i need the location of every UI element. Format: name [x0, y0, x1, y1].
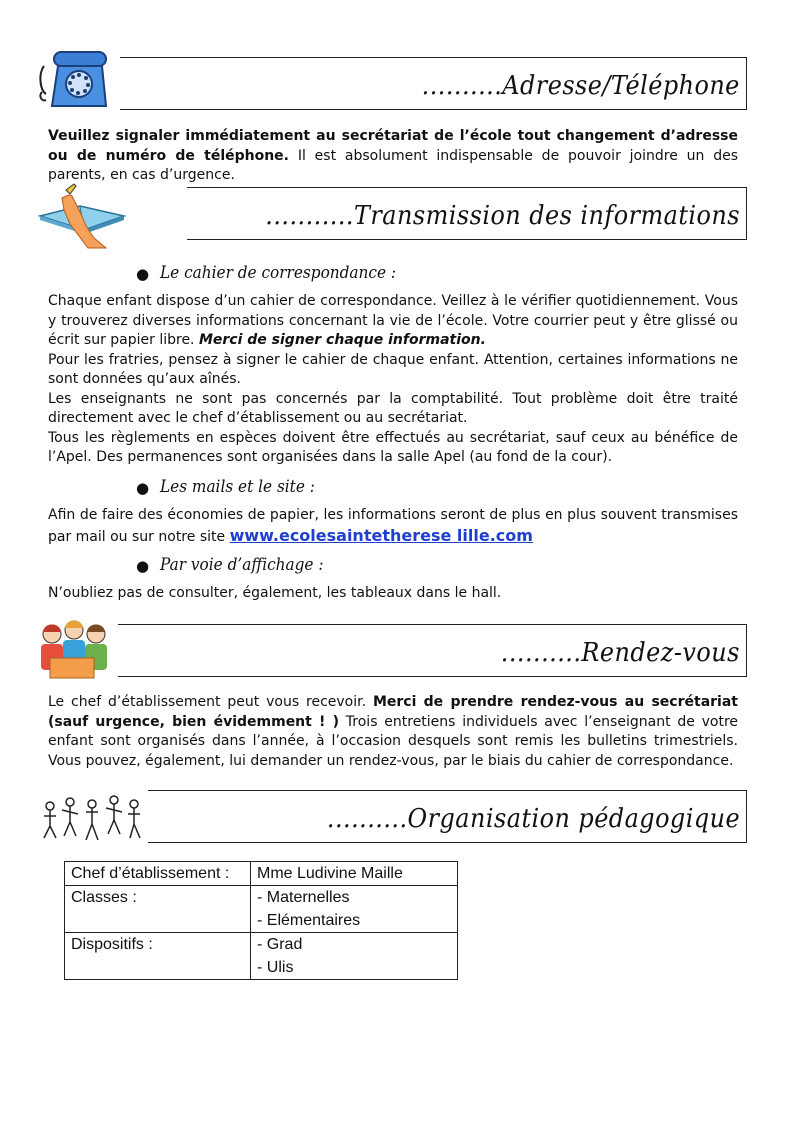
row-value: [251, 886, 458, 933]
children-icon: [36, 616, 112, 682]
rendezvous-text-2: Trois entretiens individuels avec l’enseignant de votre enfant sont organisés dans l’année, à l’occasion desquels sont remis les bulletins trimestriels. Vous pouvez, également, lui demander un rendez-vous, par le biais du cahier de correspondance.: [48, 713, 739, 769]
row-label: Dispositifs :: [65, 933, 251, 980]
bullet-icon: ●: [136, 265, 150, 283]
rendezvous-text-1: Le chef d’établissement peut vous recevoir.: [48, 694, 373, 710]
reglements-text: Tous les règlements en espèces doivent être effectués au secrétariat, sauf ceux au bénéfice de l’Apel. Des permanences sont organisées dans la salle Apel (au fond de la cour).: [48, 429, 738, 465]
cahier-bold: Merci de signer chaque information.: [198, 332, 486, 348]
section-header-organisation: [148, 790, 747, 843]
subheading-cahier: Le cahier de correspondance :: [160, 263, 397, 283]
section-header-rendezvous: [118, 624, 747, 677]
table-row: [65, 862, 458, 886]
value-line: Mme Ludivine Maille: [257, 865, 403, 882]
value-line: - Ulis: [257, 959, 294, 976]
table-row: [65, 933, 458, 980]
adresse-paragraph: [48, 127, 738, 186]
section-header-adresse: [120, 57, 747, 110]
mails-paragraph: [48, 506, 738, 547]
row-label: Chef d’établissement :: [65, 862, 251, 886]
rendezvous-bold: Merci de prendre rendez-vous au secrétariat (sauf urgence, bien évidemment ! ): [48, 694, 738, 730]
notebook-writing-icon: [36, 182, 128, 250]
school-website-link[interactable]: www.ecolesaintetherese lille.com: [229, 525, 533, 545]
affichage-text: N’oubliez pas de consulter, également, les tableaux dans le hall.: [48, 585, 502, 601]
team-figures-icon: [40, 790, 146, 848]
subheading-affichage: Par voie d’affichage :: [160, 555, 324, 575]
subheading-mails: Les mails et le site :: [160, 477, 315, 497]
value-line: - Elémentaires: [257, 912, 361, 929]
table-row: [65, 886, 458, 933]
section-title: ..........Rendez-vous: [500, 638, 740, 668]
mails-text: Afin de faire des économies de papier, les informations seront de plus en plus souvent transmises par mail ou sur notre site: [48, 507, 738, 545]
fratries-text: Pour les fratries, pensez à signer le cahier de chaque enfant. Attention, certaines informations ne sont données qu’aux aînés.: [48, 351, 738, 387]
comptabilite-text: Les enseignants ne sont pas concernés par la comptabilité. Tout problème doit être traité directement avec le chef d’établissement ou au secrétariat.: [48, 390, 738, 426]
bullet-icon: ●: [136, 479, 150, 497]
row-label: Classes :: [65, 886, 251, 933]
rendezvous-paragraph: [48, 693, 738, 771]
section-title: ..........Adresse/Téléphone: [421, 71, 740, 101]
section-title: ...........Transmission des informations: [265, 201, 740, 231]
organisation-table: [64, 861, 458, 980]
section-title: ..........Organisation pédagogique: [326, 804, 740, 834]
section-header-transmission: [187, 187, 747, 240]
row-value: [251, 933, 458, 980]
adresse-text: Il est absolument indispensable de pouvoir joindre un des parents, en cas d’urgence.: [48, 147, 738, 183]
value-line: - Maternelles: [257, 889, 350, 906]
row-value: [251, 862, 458, 886]
cahier-text: Chaque enfant dispose d’un cahier de correspondance. Veillez à le vérifier quotidiennement. Vous y trouverez diverses informations concernant la vie de l’école. Votre courrier peut y être glissé ou écrit sur papier libre.: [48, 293, 738, 348]
value-line: - Grad: [257, 936, 303, 953]
adresse-bold-text: Veuillez signaler immédiatement au secrétariat de l’école tout changement d’adresse ou de numéro de téléphone.: [48, 128, 738, 164]
bullet-icon: ●: [136, 557, 150, 575]
affichage-paragraph: [48, 584, 738, 604]
telephone-icon: [36, 44, 110, 110]
cahier-paragraphs: [48, 292, 738, 468]
